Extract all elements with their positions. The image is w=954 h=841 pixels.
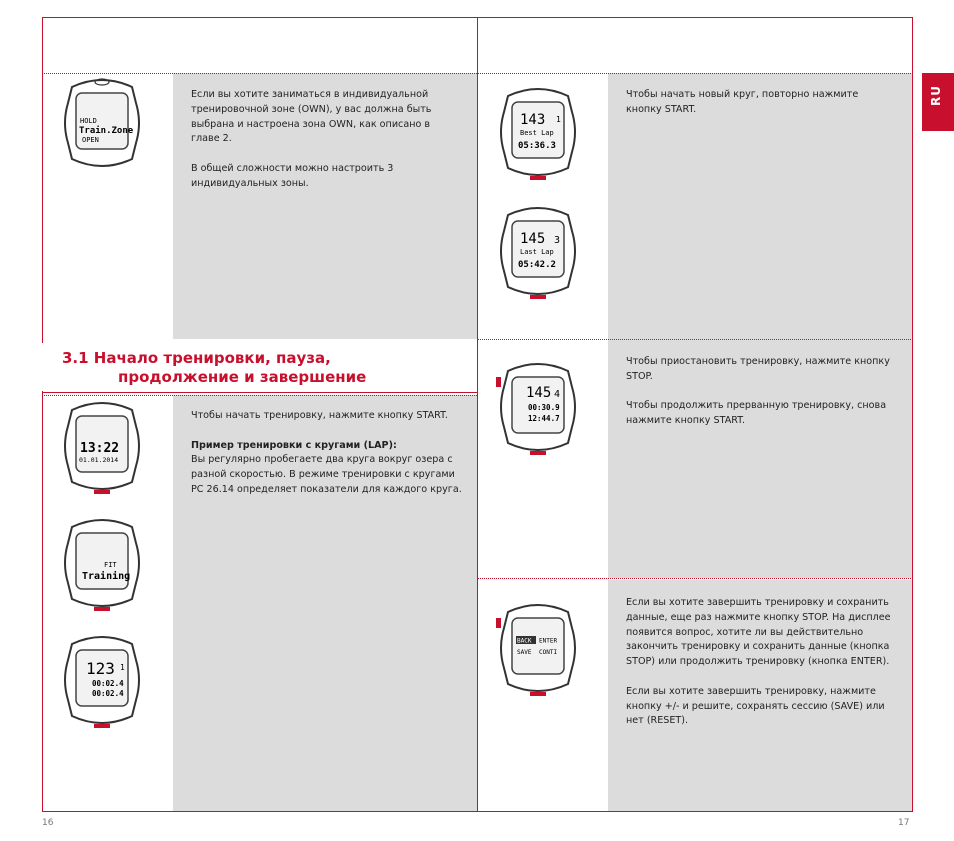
heading-line-2: продолжение и завершение (118, 368, 367, 386)
watch6-line2: Last Lap (520, 248, 554, 256)
heading-underline (42, 392, 477, 393)
watch-pause (488, 357, 588, 457)
watch2-line1: 13:22 (80, 441, 120, 456)
start-paragraph: Чтобы начать тренировку, нажмите кнопку START. (191, 410, 448, 421)
watch8-conti: CONTI (539, 649, 558, 656)
own-zone-paragraph-2: В общей сложности можно настроить 3 индивидуальных зоны. (191, 162, 394, 189)
watch7-line1: 145 (526, 385, 552, 401)
new-lap-paragraph: Чтобы начать новый круг, повторно нажмите кнопку START. (626, 89, 859, 115)
watch3-line1: FIT (104, 561, 117, 569)
watch5-line1: 143 (520, 112, 546, 128)
watch-time (52, 396, 152, 496)
watch4-lap: 1 (120, 663, 125, 672)
language-tab (922, 73, 954, 131)
new-lap-text (626, 88, 896, 132)
watch7-line3: 12:44.7 (528, 414, 560, 423)
watch1-line2: Train.Zone (79, 126, 134, 136)
watch7-lap: 4 (554, 389, 561, 400)
finish-paragraph-1: Если вы хотите завершить тренировку и сохранить данные, еще раз нажмите кнопку STOP. На дисплее появится вопрос, хотите ли вы действительно закончить тренировку и сохранить данные (кнопка STOP) или продолжить тренировку (кнопка ENTER). (626, 597, 891, 668)
page-number-right: 17 (898, 818, 910, 828)
watch1-line3: OPEN (82, 136, 99, 144)
watch-training (52, 513, 152, 613)
watch8-enter: ENTER (539, 637, 558, 645)
watch6-lap: 3 (554, 235, 561, 246)
watch3-line2: Training (82, 571, 131, 582)
finish-text (626, 596, 896, 744)
language-tab-label: RU (929, 85, 943, 106)
pause-paragraph-2: Чтобы продолжить прерванную тренировку, снова нажмите кнопку START. (626, 400, 887, 427)
watch-lap-start (52, 630, 152, 730)
example-title: Пример тренировки с кругами (LAP): (191, 439, 397, 451)
start-text-block (191, 409, 466, 513)
watch6-line1: 145 (520, 231, 546, 247)
pause-text (626, 355, 896, 444)
watch5-line2: Best Lap (520, 129, 554, 137)
heading-line-1: 3.1 Начало тренировки, пауза, (62, 349, 331, 367)
page-number-left: 16 (42, 818, 54, 828)
watch8-back: BACK (517, 637, 532, 645)
watch-best-lap (488, 82, 588, 182)
page-divider (477, 17, 478, 812)
watch8-save: SAVE (517, 649, 532, 656)
section-heading (62, 349, 366, 387)
watch6-line3: 05:42.2 (518, 260, 556, 270)
watch4-line1: 123 (86, 659, 115, 678)
divider-top-right (478, 73, 913, 74)
watch4-line3: 00:02.4 (92, 689, 124, 698)
watch-train-zone (52, 73, 152, 173)
watch5-lap: 1 (556, 115, 561, 124)
watch2-line2: 01.01.2014 (79, 456, 119, 464)
own-zone-text (191, 88, 451, 206)
own-zone-paragraph-1: Если вы хотите заниматься в индивидуальной тренировочной зоне (OWN), у вас должна быть выбрана и настроена зона OWN, как описано в главе 2. (191, 89, 432, 145)
divider-mid-right (478, 339, 913, 340)
watch1-line1: HOLD (80, 117, 97, 125)
divider-low-right (478, 578, 913, 579)
finish-paragraph-2: Если вы хотите завершить тренировку, нажмите кнопку +/- и решите, сохранять сессию (SAVE) или нет (RESET). (626, 685, 885, 727)
watch5-line3: 05:36.3 (518, 141, 556, 151)
watch-save-menu (488, 598, 588, 698)
watch7-line2: 00:30.9 (528, 403, 560, 412)
watch4-line2: 00:02.4 (92, 679, 124, 688)
pause-paragraph-1: Чтобы приостановить тренировку, нажмите кнопку STOP. (626, 356, 890, 382)
example-paragraph: Вы регулярно пробегаете два круга вокруг озера с разной скоростью. В режиме тренировки с кругами PC 26.14 определяет показатели для каждого круга. (191, 454, 462, 495)
watch-last-lap (488, 201, 588, 301)
